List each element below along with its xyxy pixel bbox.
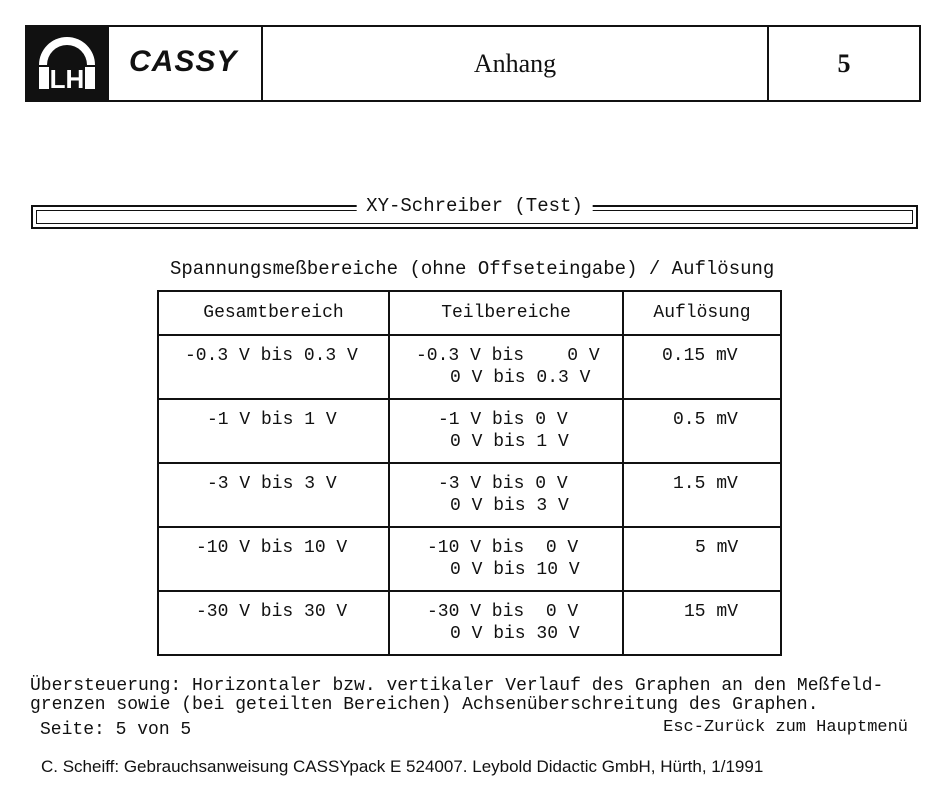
total-range: -30 V bis 30 V bbox=[196, 602, 348, 622]
resolution: 0.5 mV bbox=[673, 410, 738, 430]
source-citation: C. Scheiff: Gebrauchsanweisung CASSYpack E 524007. Leybold Didactic GmbH, Hürth, 1/1991 bbox=[41, 757, 764, 776]
back-to-main-menu[interactable]: Esc-Zurück zum Hauptmenü bbox=[663, 718, 908, 737]
table-header-row bbox=[158, 291, 781, 335]
table-row bbox=[158, 335, 781, 399]
table-row bbox=[158, 463, 781, 527]
resolution: 15 mV bbox=[684, 602, 739, 622]
header-bar bbox=[25, 25, 921, 102]
sub-range-positive: 0 V bis 10 V bbox=[450, 560, 580, 580]
header-gesamtbereich: Gesamtbereich bbox=[158, 291, 389, 335]
ranges-table bbox=[157, 290, 782, 656]
window-title-bar bbox=[31, 195, 918, 227]
sub-range-negative: -3 V bis 0 V bbox=[438, 474, 568, 494]
header-aufloesung: Auflösung bbox=[623, 291, 781, 335]
page-title: Anhang bbox=[263, 27, 769, 100]
sub-range-positive: 0 V bis 0.3 V bbox=[450, 368, 591, 388]
total-range: -3 V bis 3 V bbox=[207, 474, 337, 494]
window-title: XY-Schreiber (Test) bbox=[356, 195, 593, 217]
sub-range-negative: -30 V bis 0 V bbox=[427, 602, 579, 622]
header-teilbereiche: Teilbereiche bbox=[389, 291, 623, 335]
total-range: -1 V bis 1 V bbox=[207, 410, 337, 430]
sub-range-negative: -1 V bis 0 V bbox=[438, 410, 568, 430]
resolution: 1.5 mV bbox=[673, 474, 738, 494]
table-caption: Spannungsmeßbereiche (ohne Offseteingabe) / Auflösung bbox=[170, 258, 775, 280]
table-row bbox=[158, 591, 781, 655]
resolution: 0.15 mV bbox=[662, 346, 738, 366]
table-row bbox=[158, 399, 781, 463]
note-line-2: grenzen sowie (bei geteilten Bereichen) Achsenüberschreitung des Graphen. bbox=[30, 695, 819, 715]
note-line-1: Übersteuerung: Horizontaler bzw. vertikaler Verlauf des Graphen an den Meßfeld- bbox=[30, 676, 884, 696]
sub-range-positive: 0 V bis 30 V bbox=[450, 624, 580, 644]
sub-range-negative: -0.3 V bis 0 V bbox=[416, 346, 600, 366]
sub-range-positive: 0 V bis 3 V bbox=[450, 496, 569, 516]
total-range: -10 V bis 10 V bbox=[196, 538, 348, 558]
lh-logo-icon bbox=[33, 34, 101, 96]
brand-name: CASSY bbox=[129, 45, 238, 78]
sub-range-positive: 0 V bis 1 V bbox=[450, 432, 569, 452]
lh-logo bbox=[27, 27, 107, 100]
page-number: 5 bbox=[837, 48, 851, 78]
total-range: -0.3 V bis 0.3 V bbox=[185, 346, 358, 366]
resolution: 5 mV bbox=[695, 538, 739, 558]
svg-text:LH: LH bbox=[49, 64, 85, 94]
brand-box bbox=[107, 27, 263, 100]
overload-note bbox=[30, 677, 883, 715]
sub-range-negative: -10 V bis 0 V bbox=[427, 538, 579, 558]
table-row bbox=[158, 527, 781, 591]
page-indicator: Seite: 5 von 5 bbox=[40, 720, 192, 740]
